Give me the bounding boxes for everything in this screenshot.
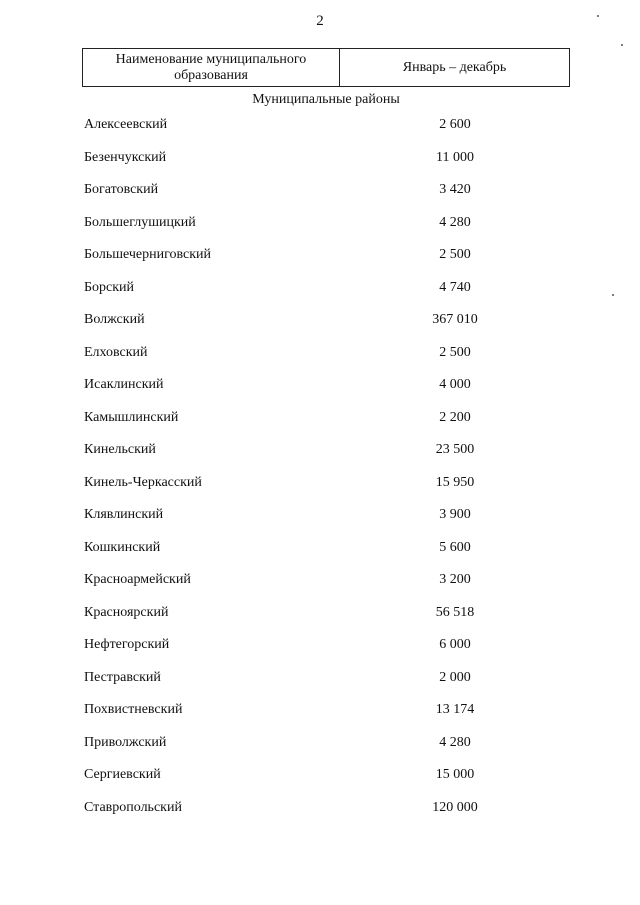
scan-speck <box>597 15 599 17</box>
district-name: Красноармейский <box>84 572 191 587</box>
district-name: Большечерниговский <box>84 247 212 262</box>
district-value: 2 500 <box>439 247 471 262</box>
table-row <box>0 504 640 537</box>
table-row <box>0 537 640 570</box>
table-row <box>0 602 640 635</box>
district-name: Кинель-Черкасский <box>84 474 202 490</box>
district-name: Сергиевский <box>84 767 161 782</box>
district-value: 15 000 <box>435 767 475 782</box>
table-row <box>0 277 640 310</box>
header-period-column: Январь – декабрь <box>402 59 507 75</box>
district-value: 11 000 <box>436 149 474 165</box>
district-value: 4 280 <box>439 734 471 750</box>
district-value: 4 280 <box>439 214 471 230</box>
table-row <box>0 667 640 700</box>
district-name: Большеглушицкий <box>84 214 196 230</box>
district-value: 6 000 <box>439 637 471 652</box>
district-name: Пестравский <box>84 669 161 685</box>
table-row <box>0 634 640 667</box>
district-list <box>0 114 640 829</box>
section-title: Муниципальные районы <box>252 92 400 107</box>
district-name: Камышлинский <box>84 409 179 425</box>
table-row <box>0 439 640 472</box>
district-value: 3 900 <box>439 507 471 522</box>
page-number: 2 <box>316 13 324 29</box>
table-row <box>0 212 640 245</box>
table-row <box>0 374 640 407</box>
district-value: 23 500 <box>435 442 475 457</box>
district-name: Безенчукский <box>84 149 167 165</box>
district-value: 13 174 <box>435 702 475 717</box>
district-value: 2 000 <box>439 669 471 685</box>
district-value: 2 600 <box>439 117 471 132</box>
district-value: 15 950 <box>435 474 475 490</box>
table-row <box>0 114 640 147</box>
district-value: 4 740 <box>439 279 471 295</box>
district-value: 2 500 <box>439 344 471 360</box>
district-value: 3 420 <box>439 182 471 197</box>
table-row <box>0 309 640 342</box>
district-value: 367 010 <box>432 312 478 327</box>
table-row <box>0 732 640 765</box>
district-value: 120 000 <box>432 799 478 815</box>
table-row <box>0 569 640 602</box>
district-name: Ставропольский <box>84 799 182 815</box>
district-name: Елховский <box>84 344 148 360</box>
table-row <box>0 472 640 505</box>
scan-speck <box>612 294 614 296</box>
table-row <box>0 699 640 732</box>
district-value: 2 200 <box>439 409 471 425</box>
district-name: Кошкинский <box>84 539 161 555</box>
table-row <box>0 179 640 212</box>
scan-speck <box>621 44 623 46</box>
district-value: 3 200 <box>439 572 471 587</box>
header-municipality-column: Наименование муниципального образования <box>83 49 340 86</box>
district-value: 56 518 <box>435 604 475 620</box>
district-name: Борский <box>84 279 135 295</box>
district-name: Клявлинский <box>84 507 164 522</box>
district-name: Приволжский <box>84 734 167 750</box>
district-name: Красноярский <box>84 604 169 620</box>
table-row <box>0 407 640 440</box>
district-name: Богатовский <box>84 182 159 197</box>
district-name: Исаклинский <box>84 377 164 392</box>
district-name: Кинельский <box>84 442 156 457</box>
table-row <box>0 797 640 830</box>
table-header <box>82 48 570 87</box>
table-row <box>0 244 640 277</box>
district-value: 5 600 <box>439 539 471 555</box>
district-name: Алексеевский <box>84 117 168 132</box>
table-row <box>0 147 640 180</box>
district-value: 4 000 <box>439 377 471 392</box>
district-name: Похвистневский <box>84 702 183 717</box>
district-name: Нефтегорский <box>84 637 170 652</box>
table-row <box>0 342 640 375</box>
district-name: Волжский <box>84 312 145 327</box>
table-row <box>0 764 640 797</box>
